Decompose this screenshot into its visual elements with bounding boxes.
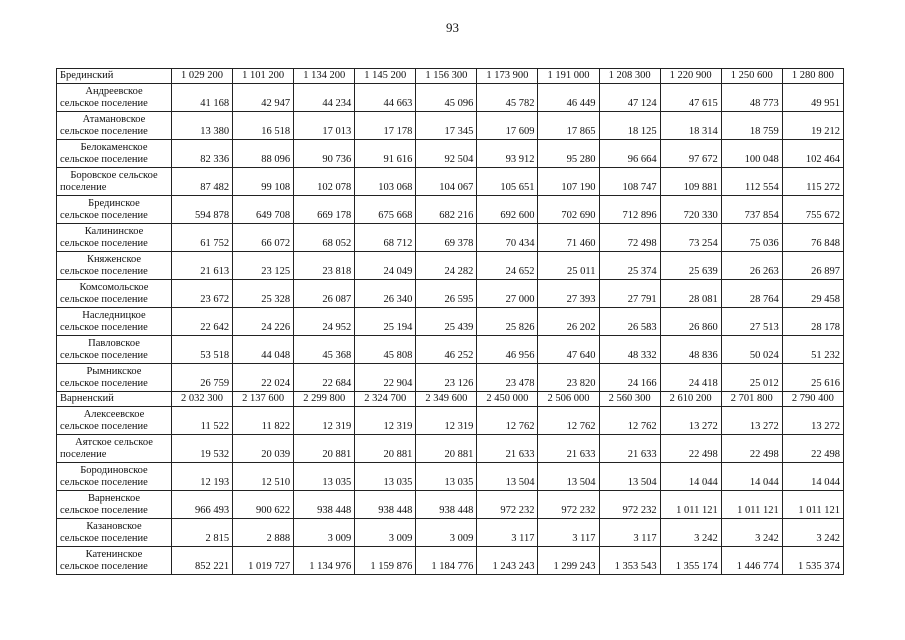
value-cell: 51 232 <box>782 336 843 364</box>
value-cell: 88 096 <box>233 140 294 168</box>
value-cell: 2 560 300 <box>599 392 660 407</box>
value-cell: 1 101 200 <box>233 69 294 84</box>
settlement-row <box>57 196 844 224</box>
value-cell: 1 134 200 <box>294 69 355 84</box>
value-cell: 26 860 <box>660 308 721 336</box>
name-line: сельское поселение <box>60 238 148 249</box>
settlement-row <box>57 84 844 112</box>
value-cell: 25 012 <box>721 364 782 392</box>
table-body <box>57 69 844 575</box>
value-cell: 25 194 <box>355 308 416 336</box>
value-cell: 720 330 <box>660 196 721 224</box>
value-cell: 97 672 <box>660 140 721 168</box>
value-cell: 25 439 <box>416 308 477 336</box>
value-cell: 93 912 <box>477 140 538 168</box>
value-cell: 24 282 <box>416 252 477 280</box>
value-cell: 66 072 <box>233 224 294 252</box>
value-cell: 13 035 <box>355 463 416 491</box>
name-line: Брединский <box>60 70 114 81</box>
name-line: сельское поселение <box>60 533 148 544</box>
value-cell: 25 011 <box>538 252 599 280</box>
value-cell: 13 504 <box>538 463 599 491</box>
name-line: сельское поселение <box>60 322 148 333</box>
value-cell: 938 448 <box>355 491 416 519</box>
settlement-row <box>57 112 844 140</box>
value-cell: 702 690 <box>538 196 599 224</box>
value-cell: 18 125 <box>599 112 660 140</box>
value-cell: 1 250 600 <box>721 69 782 84</box>
value-cell: 1 159 876 <box>355 547 416 575</box>
settlement-name <box>57 336 172 364</box>
value-cell: 68 052 <box>294 224 355 252</box>
name-line: сельское поселение <box>60 378 148 389</box>
value-cell: 14 044 <box>782 463 843 491</box>
value-cell: 26 583 <box>599 308 660 336</box>
value-cell: 22 024 <box>233 364 294 392</box>
settlement-row <box>57 168 844 196</box>
value-cell: 20 881 <box>355 435 416 463</box>
value-cell: 21 613 <box>172 252 233 280</box>
value-cell: 26 087 <box>294 280 355 308</box>
value-cell: 28 178 <box>782 308 843 336</box>
value-cell: 2 506 000 <box>538 392 599 407</box>
value-cell: 19 532 <box>172 435 233 463</box>
value-cell: 1 220 900 <box>660 69 721 84</box>
value-cell: 1 011 121 <box>660 491 721 519</box>
settlement-row <box>57 407 844 435</box>
name-line: Княженское <box>86 254 142 265</box>
value-cell: 3 009 <box>416 519 477 547</box>
settlement-row <box>57 491 844 519</box>
value-cell: 109 881 <box>660 168 721 196</box>
name-line: Варненский <box>60 393 114 404</box>
value-cell: 27 000 <box>477 280 538 308</box>
value-cell: 1 184 776 <box>416 547 477 575</box>
value-cell: 108 747 <box>599 168 660 196</box>
value-cell: 1 353 543 <box>599 547 660 575</box>
district-name <box>57 392 172 407</box>
value-cell: 852 221 <box>172 547 233 575</box>
value-cell: 13 272 <box>660 407 721 435</box>
value-cell: 1 029 200 <box>172 69 233 84</box>
value-cell: 938 448 <box>294 491 355 519</box>
value-cell: 692 600 <box>477 196 538 224</box>
name-line: сельское поселение <box>60 154 148 165</box>
value-cell: 102 464 <box>782 140 843 168</box>
value-cell: 1 156 300 <box>416 69 477 84</box>
settlement-name <box>57 84 172 112</box>
value-cell: 12 510 <box>233 463 294 491</box>
name-line: поселение <box>60 449 107 460</box>
value-cell: 41 168 <box>172 84 233 112</box>
value-cell: 24 226 <box>233 308 294 336</box>
value-cell: 103 068 <box>355 168 416 196</box>
name-line: сельское поселение <box>60 266 148 277</box>
value-cell: 12 319 <box>355 407 416 435</box>
value-cell: 2 610 200 <box>660 392 721 407</box>
value-cell: 28 081 <box>660 280 721 308</box>
settlement-name <box>57 364 172 392</box>
value-cell: 13 380 <box>172 112 233 140</box>
value-cell: 1 243 243 <box>477 547 538 575</box>
name-line: сельское поселение <box>60 477 148 488</box>
settlement-name <box>57 224 172 252</box>
value-cell: 25 639 <box>660 252 721 280</box>
name-line: Рымникское <box>86 366 142 377</box>
value-cell: 53 518 <box>172 336 233 364</box>
value-cell: 13 035 <box>416 463 477 491</box>
value-cell: 14 044 <box>660 463 721 491</box>
settlement-row <box>57 140 844 168</box>
settlement-row <box>57 463 844 491</box>
value-cell: 25 616 <box>782 364 843 392</box>
name-line: сельское поселение <box>60 561 148 572</box>
settlement-name <box>57 435 172 463</box>
name-line: сельское поселение <box>60 421 148 432</box>
value-cell: 18 759 <box>721 112 782 140</box>
value-cell: 11 822 <box>233 407 294 435</box>
value-cell: 20 039 <box>233 435 294 463</box>
value-cell: 23 672 <box>172 280 233 308</box>
value-cell: 11 522 <box>172 407 233 435</box>
value-cell: 46 956 <box>477 336 538 364</box>
value-cell: 21 633 <box>477 435 538 463</box>
value-cell: 1 208 300 <box>599 69 660 84</box>
value-cell: 1 280 800 <box>782 69 843 84</box>
value-cell: 2 137 600 <box>233 392 294 407</box>
value-cell: 2 299 800 <box>294 392 355 407</box>
value-cell: 2 032 300 <box>172 392 233 407</box>
name-line: сельское поселение <box>60 210 148 221</box>
value-cell: 13 035 <box>294 463 355 491</box>
settlement-name <box>57 547 172 575</box>
value-cell: 102 078 <box>294 168 355 196</box>
name-line: Белокаменское <box>80 142 148 153</box>
value-cell: 24 652 <box>477 252 538 280</box>
name-line: Казановское <box>86 521 142 532</box>
settlement-row <box>57 519 844 547</box>
value-cell: 2 450 000 <box>477 392 538 407</box>
budget-table <box>56 68 844 575</box>
value-cell: 24 166 <box>599 364 660 392</box>
settlement-row <box>57 547 844 575</box>
value-cell: 3 242 <box>782 519 843 547</box>
value-cell: 48 773 <box>721 84 782 112</box>
value-cell: 72 498 <box>599 224 660 252</box>
value-cell: 112 554 <box>721 168 782 196</box>
value-cell: 104 067 <box>416 168 477 196</box>
value-cell: 2 701 800 <box>721 392 782 407</box>
name-line: Атамановское <box>82 114 146 125</box>
value-cell: 17 345 <box>416 112 477 140</box>
value-cell: 44 048 <box>233 336 294 364</box>
value-cell: 966 493 <box>172 491 233 519</box>
value-cell: 12 319 <box>294 407 355 435</box>
value-cell: 91 616 <box>355 140 416 168</box>
value-cell: 49 951 <box>782 84 843 112</box>
value-cell: 682 216 <box>416 196 477 224</box>
value-cell: 13 504 <box>477 463 538 491</box>
value-cell: 46 252 <box>416 336 477 364</box>
district-name <box>57 69 172 84</box>
value-cell: 3 242 <box>721 519 782 547</box>
value-cell: 107 190 <box>538 168 599 196</box>
value-cell: 44 234 <box>294 84 355 112</box>
name-line: сельское поселение <box>60 98 148 109</box>
value-cell: 69 378 <box>416 224 477 252</box>
settlement-name <box>57 252 172 280</box>
value-cell: 17 865 <box>538 112 599 140</box>
value-cell: 70 434 <box>477 224 538 252</box>
name-line: Алексеевское <box>83 409 145 420</box>
value-cell: 73 254 <box>660 224 721 252</box>
value-cell: 105 651 <box>477 168 538 196</box>
value-cell: 29 458 <box>782 280 843 308</box>
value-cell: 18 314 <box>660 112 721 140</box>
value-cell: 755 672 <box>782 196 843 224</box>
value-cell: 17 609 <box>477 112 538 140</box>
value-cell: 1 191 000 <box>538 69 599 84</box>
value-cell: 27 791 <box>599 280 660 308</box>
value-cell: 45 808 <box>355 336 416 364</box>
value-cell: 2 815 <box>172 519 233 547</box>
value-cell: 71 460 <box>538 224 599 252</box>
settlement-row <box>57 308 844 336</box>
value-cell: 3 009 <box>294 519 355 547</box>
value-cell: 2 324 700 <box>355 392 416 407</box>
value-cell: 2 349 600 <box>416 392 477 407</box>
value-cell: 737 854 <box>721 196 782 224</box>
name-line: Комсомольское <box>79 282 149 293</box>
settlement-row <box>57 435 844 463</box>
value-cell: 68 712 <box>355 224 416 252</box>
value-cell: 1 173 900 <box>477 69 538 84</box>
value-cell: 13 272 <box>721 407 782 435</box>
value-cell: 1 446 774 <box>721 547 782 575</box>
district-row <box>57 69 844 84</box>
value-cell: 2 888 <box>233 519 294 547</box>
value-cell: 26 340 <box>355 280 416 308</box>
value-cell: 12 762 <box>599 407 660 435</box>
name-line: Брединское <box>88 198 140 209</box>
value-cell: 25 826 <box>477 308 538 336</box>
value-cell: 22 684 <box>294 364 355 392</box>
settlement-row <box>57 364 844 392</box>
value-cell: 22 498 <box>721 435 782 463</box>
value-cell: 1 019 727 <box>233 547 294 575</box>
value-cell: 100 048 <box>721 140 782 168</box>
value-cell: 972 232 <box>538 491 599 519</box>
value-cell: 12 762 <box>538 407 599 435</box>
value-cell: 3 117 <box>599 519 660 547</box>
value-cell: 27 393 <box>538 280 599 308</box>
value-cell: 22 642 <box>172 308 233 336</box>
value-cell: 87 482 <box>172 168 233 196</box>
value-cell: 13 272 <box>782 407 843 435</box>
settlement-row <box>57 336 844 364</box>
value-cell: 24 418 <box>660 364 721 392</box>
value-cell: 26 595 <box>416 280 477 308</box>
value-cell: 47 124 <box>599 84 660 112</box>
name-line: сельское поселение <box>60 350 148 361</box>
value-cell: 23 818 <box>294 252 355 280</box>
value-cell: 14 044 <box>721 463 782 491</box>
district-row <box>57 392 844 407</box>
value-cell: 95 280 <box>538 140 599 168</box>
value-cell: 99 108 <box>233 168 294 196</box>
value-cell: 23 125 <box>233 252 294 280</box>
value-cell: 16 518 <box>233 112 294 140</box>
value-cell: 45 782 <box>477 84 538 112</box>
value-cell: 26 202 <box>538 308 599 336</box>
value-cell: 27 513 <box>721 308 782 336</box>
value-cell: 1 355 174 <box>660 547 721 575</box>
value-cell: 45 368 <box>294 336 355 364</box>
value-cell: 24 049 <box>355 252 416 280</box>
value-cell: 900 622 <box>233 491 294 519</box>
value-cell: 47 615 <box>660 84 721 112</box>
value-cell: 50 024 <box>721 336 782 364</box>
settlement-name <box>57 407 172 435</box>
value-cell: 21 633 <box>599 435 660 463</box>
name-line: Павловское <box>88 338 140 349</box>
value-cell: 1 011 121 <box>782 491 843 519</box>
value-cell: 115 272 <box>782 168 843 196</box>
value-cell: 22 904 <box>355 364 416 392</box>
value-cell: 42 947 <box>233 84 294 112</box>
value-cell: 92 504 <box>416 140 477 168</box>
value-cell: 47 640 <box>538 336 599 364</box>
value-cell: 46 449 <box>538 84 599 112</box>
settlement-name <box>57 280 172 308</box>
value-cell: 12 762 <box>477 407 538 435</box>
value-cell: 23 478 <box>477 364 538 392</box>
name-line: Бородиновское <box>80 465 148 476</box>
value-cell: 21 633 <box>538 435 599 463</box>
name-line: Варненское <box>87 493 141 504</box>
value-cell: 3 242 <box>660 519 721 547</box>
value-cell: 96 664 <box>599 140 660 168</box>
value-cell: 972 232 <box>477 491 538 519</box>
settlement-row <box>57 252 844 280</box>
value-cell: 28 764 <box>721 280 782 308</box>
settlement-name <box>57 491 172 519</box>
value-cell: 1 134 976 <box>294 547 355 575</box>
value-cell: 75 036 <box>721 224 782 252</box>
value-cell: 649 708 <box>233 196 294 224</box>
name-line: Катенинское <box>85 549 143 560</box>
value-cell: 82 336 <box>172 140 233 168</box>
value-cell: 26 759 <box>172 364 233 392</box>
value-cell: 12 193 <box>172 463 233 491</box>
value-cell: 2 790 400 <box>782 392 843 407</box>
value-cell: 20 881 <box>294 435 355 463</box>
value-cell: 669 178 <box>294 196 355 224</box>
name-line: Аятское сельское <box>75 437 153 448</box>
value-cell: 23 820 <box>538 364 599 392</box>
value-cell: 17 013 <box>294 112 355 140</box>
value-cell: 48 836 <box>660 336 721 364</box>
value-cell: 24 952 <box>294 308 355 336</box>
value-cell: 20 881 <box>416 435 477 463</box>
value-cell: 44 663 <box>355 84 416 112</box>
name-line: поселение <box>60 182 107 193</box>
value-cell: 972 232 <box>599 491 660 519</box>
settlement-name <box>57 463 172 491</box>
name-line: Андреевское <box>85 86 143 97</box>
value-cell: 61 752 <box>172 224 233 252</box>
value-cell: 25 374 <box>599 252 660 280</box>
settlement-name <box>57 196 172 224</box>
settlement-name <box>57 168 172 196</box>
value-cell: 26 263 <box>721 252 782 280</box>
value-cell: 17 178 <box>355 112 416 140</box>
settlement-row <box>57 224 844 252</box>
settlement-name <box>57 140 172 168</box>
settlement-name <box>57 519 172 547</box>
settlement-name <box>57 308 172 336</box>
settlement-row <box>57 280 844 308</box>
value-cell: 19 212 <box>782 112 843 140</box>
value-cell: 712 896 <box>599 196 660 224</box>
value-cell: 938 448 <box>416 491 477 519</box>
value-cell: 12 319 <box>416 407 477 435</box>
value-cell: 45 096 <box>416 84 477 112</box>
name-line: сельское поселение <box>60 126 148 137</box>
name-line: Боровское сельское <box>70 170 158 181</box>
value-cell: 3 117 <box>477 519 538 547</box>
name-line: Калининское <box>84 226 144 237</box>
settlement-name <box>57 112 172 140</box>
value-cell: 1 145 200 <box>355 69 416 84</box>
value-cell: 13 504 <box>599 463 660 491</box>
name-line: сельское поселение <box>60 505 148 516</box>
name-line: сельское поселение <box>60 294 148 305</box>
value-cell: 1 011 121 <box>721 491 782 519</box>
value-cell: 90 736 <box>294 140 355 168</box>
value-cell: 594 878 <box>172 196 233 224</box>
value-cell: 22 498 <box>782 435 843 463</box>
value-cell: 25 328 <box>233 280 294 308</box>
value-cell: 3 009 <box>355 519 416 547</box>
value-cell: 1 299 243 <box>538 547 599 575</box>
value-cell: 3 117 <box>538 519 599 547</box>
value-cell: 22 498 <box>660 435 721 463</box>
value-cell: 1 535 374 <box>782 547 843 575</box>
value-cell: 48 332 <box>599 336 660 364</box>
value-cell: 675 668 <box>355 196 416 224</box>
value-cell: 26 897 <box>782 252 843 280</box>
value-cell: 76 848 <box>782 224 843 252</box>
page-number: 93 <box>446 20 459 35</box>
value-cell: 23 126 <box>416 364 477 392</box>
name-line: Наследницкое <box>82 310 146 321</box>
